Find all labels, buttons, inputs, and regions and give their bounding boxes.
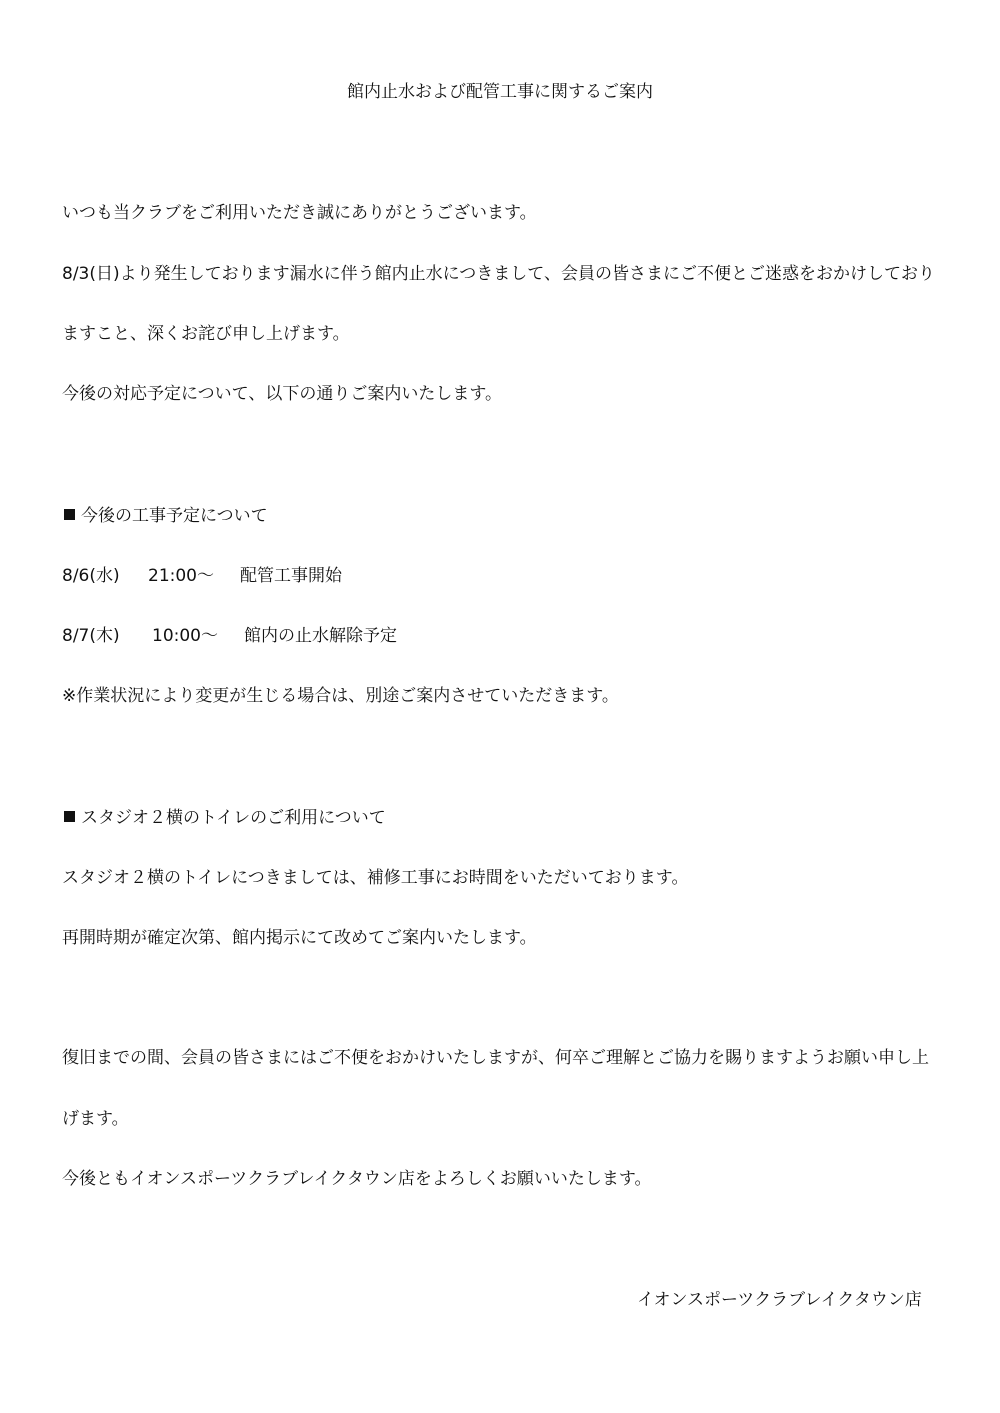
square-bullet-icon [64, 811, 75, 822]
schedule-note: ※作業状況により変更が生じる場合は、別途ご案内させていただきます。 [62, 686, 619, 706]
construction-section-heading [64, 504, 268, 528]
construction-heading-label: 今後の工事予定について [81, 506, 268, 526]
schedule-event: 配管工事開始 [240, 566, 342, 586]
document-title: 館内止水および配管工事に関するご案内 [347, 82, 653, 102]
square-bullet-icon [64, 509, 75, 520]
plan-notice-text: 今後の対応予定について、以下の通りご案内いたします。 [62, 384, 502, 404]
schedule-row [62, 624, 397, 648]
toilet-heading-label: スタジオ２横のトイレのご利用について [81, 808, 386, 828]
schedule-date: 8/7(木) [62, 626, 120, 646]
apology-text-line1: 8/3(日)より発生しております漏水に伴う館内止水につきまして、会員の皆さまにご不便とご迷惑をおかけしており [62, 264, 935, 284]
closing-text-line2: げます。 [62, 1109, 129, 1129]
toilet-text-line2: 再開時期が確定次第、館内掲示にて改めてご案内いたします。 [62, 928, 537, 948]
greeting-text: いつも当クラブをご利用いただき誠にありがとうございます。 [62, 203, 537, 223]
schedule-event: 館内の止水解除予定 [244, 626, 397, 646]
apology-text-line2: ますこと、深くお詫び申し上げます。 [62, 324, 350, 344]
toilet-text-line1: スタジオ２横のトイレにつきましては、補修工事にお時間をいただいております。 [62, 868, 689, 888]
closing-text-line1: 復旧までの間、会員の皆さまにはご不便をおかけいたしますが、何卒ご理解とご協力を賜りますようお願い申し上 [62, 1048, 929, 1068]
closing-text-line3: 今後ともイオンスポーツクラブレイクタウン店をよろしくお願いいたします。 [62, 1169, 652, 1189]
schedule-time: 21:00～ [148, 566, 214, 586]
schedule-row [62, 564, 342, 588]
toilet-section-heading [64, 806, 386, 830]
schedule-date: 8/6(水) [62, 566, 120, 586]
schedule-time: 10:00～ [152, 626, 218, 646]
store-signature: イオンスポーツクラブレイクタウン店 [637, 1290, 922, 1310]
